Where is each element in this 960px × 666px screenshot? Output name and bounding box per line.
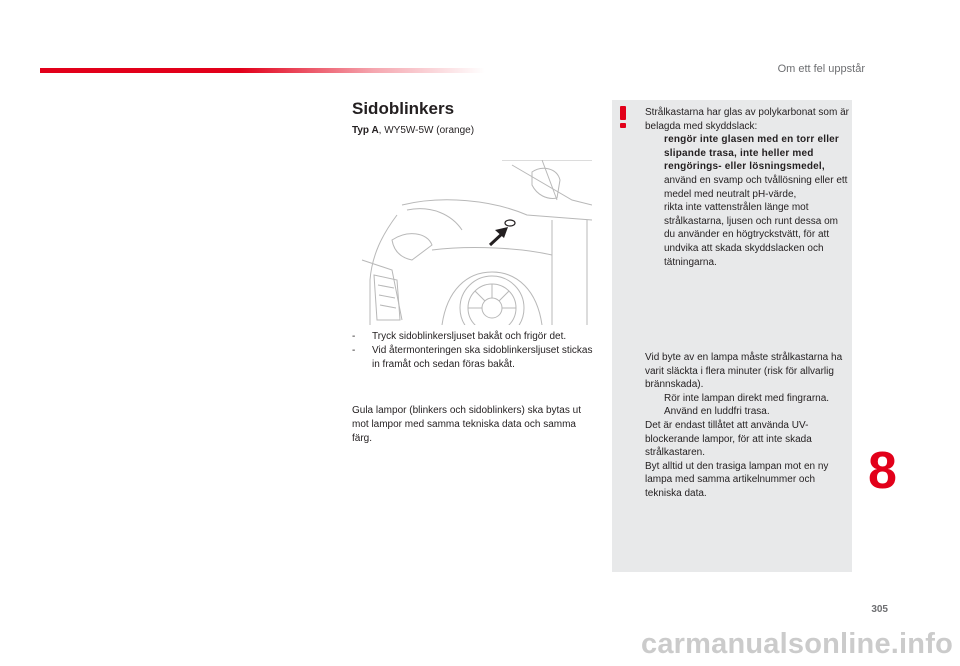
side-repeater-illustration <box>352 160 592 325</box>
step-marker: - <box>352 345 356 356</box>
info-text <box>645 351 850 501</box>
type-label: Typ A <box>352 125 379 136</box>
info-bullets <box>645 392 850 419</box>
warning-text <box>645 106 850 269</box>
chapter-number: 8 <box>868 442 897 500</box>
warning-bullet: rengör inte glasen med en torr eller slipande trasa, inte heller med rengörings- eller lösningsmedel, <box>664 134 840 173</box>
bulb-type-line <box>352 125 474 136</box>
section-title: Sidoblinkers <box>352 99 455 118</box>
header-accent-bar <box>40 68 485 73</box>
warning-intro: Strålkastarna har glas av polykarbonat som är belagda med skyddslack: <box>645 107 849 132</box>
step-text: Vid återmonteringen ska sidoblinkersljuset stickas in framåt och sedan föras bakåt. <box>372 345 593 370</box>
step-item <box>352 344 602 372</box>
step-marker: - <box>352 331 356 342</box>
watermark: carmanualsonline.info <box>641 628 953 660</box>
instruction-steps <box>352 330 602 372</box>
info-paragraph: Det är endast tillåtet att använda UV-blockerande lampor, för att inte skada strålkastaren. <box>645 419 812 459</box>
exclamation-icon <box>618 106 628 128</box>
info-paragraph: Byt alltid ut den trasiga lampan mot en ny lampa med samma artikelnummer och tekniska data. <box>645 460 829 499</box>
type-value: , WY5W-5W (orange) <box>378 125 475 136</box>
step-text: Tryck sidoblinkersljuset bakåt och frigör det. <box>372 331 567 342</box>
warning-bullet: använd en svamp och tvållösning eller ett medel med neutralt pH-värde, <box>664 174 848 200</box>
page-number: 305 <box>871 604 888 615</box>
side-repeater-lamp <box>505 220 515 226</box>
yellow-lamps-note: Gula lampor (blinkers och sidoblinkers) ska bytas ut mot lampor med samma tekniska data och samma färg. <box>352 405 581 444</box>
warning-bullets <box>645 133 850 269</box>
pointer-arrow <box>490 227 508 245</box>
step-item <box>352 330 602 344</box>
chapter-title: Om ett fel uppstår <box>777 63 865 75</box>
info-bullet: Rör inte lampan direkt med fingrarna. Använd en luddfri trasa. <box>664 392 830 418</box>
info-intro: Vid byte av en lampa måste strålkastarna ha varit släckta i flera minuter (risk för allvarlig brännskada). <box>645 352 843 391</box>
warning-bullet: rikta inte vattenstrålen länge mot strålkastarna, ljusen och runt dessa om du använder en högtryckstvätt, för att undvika att skada skyddslacken och tätningarna. <box>664 202 838 268</box>
